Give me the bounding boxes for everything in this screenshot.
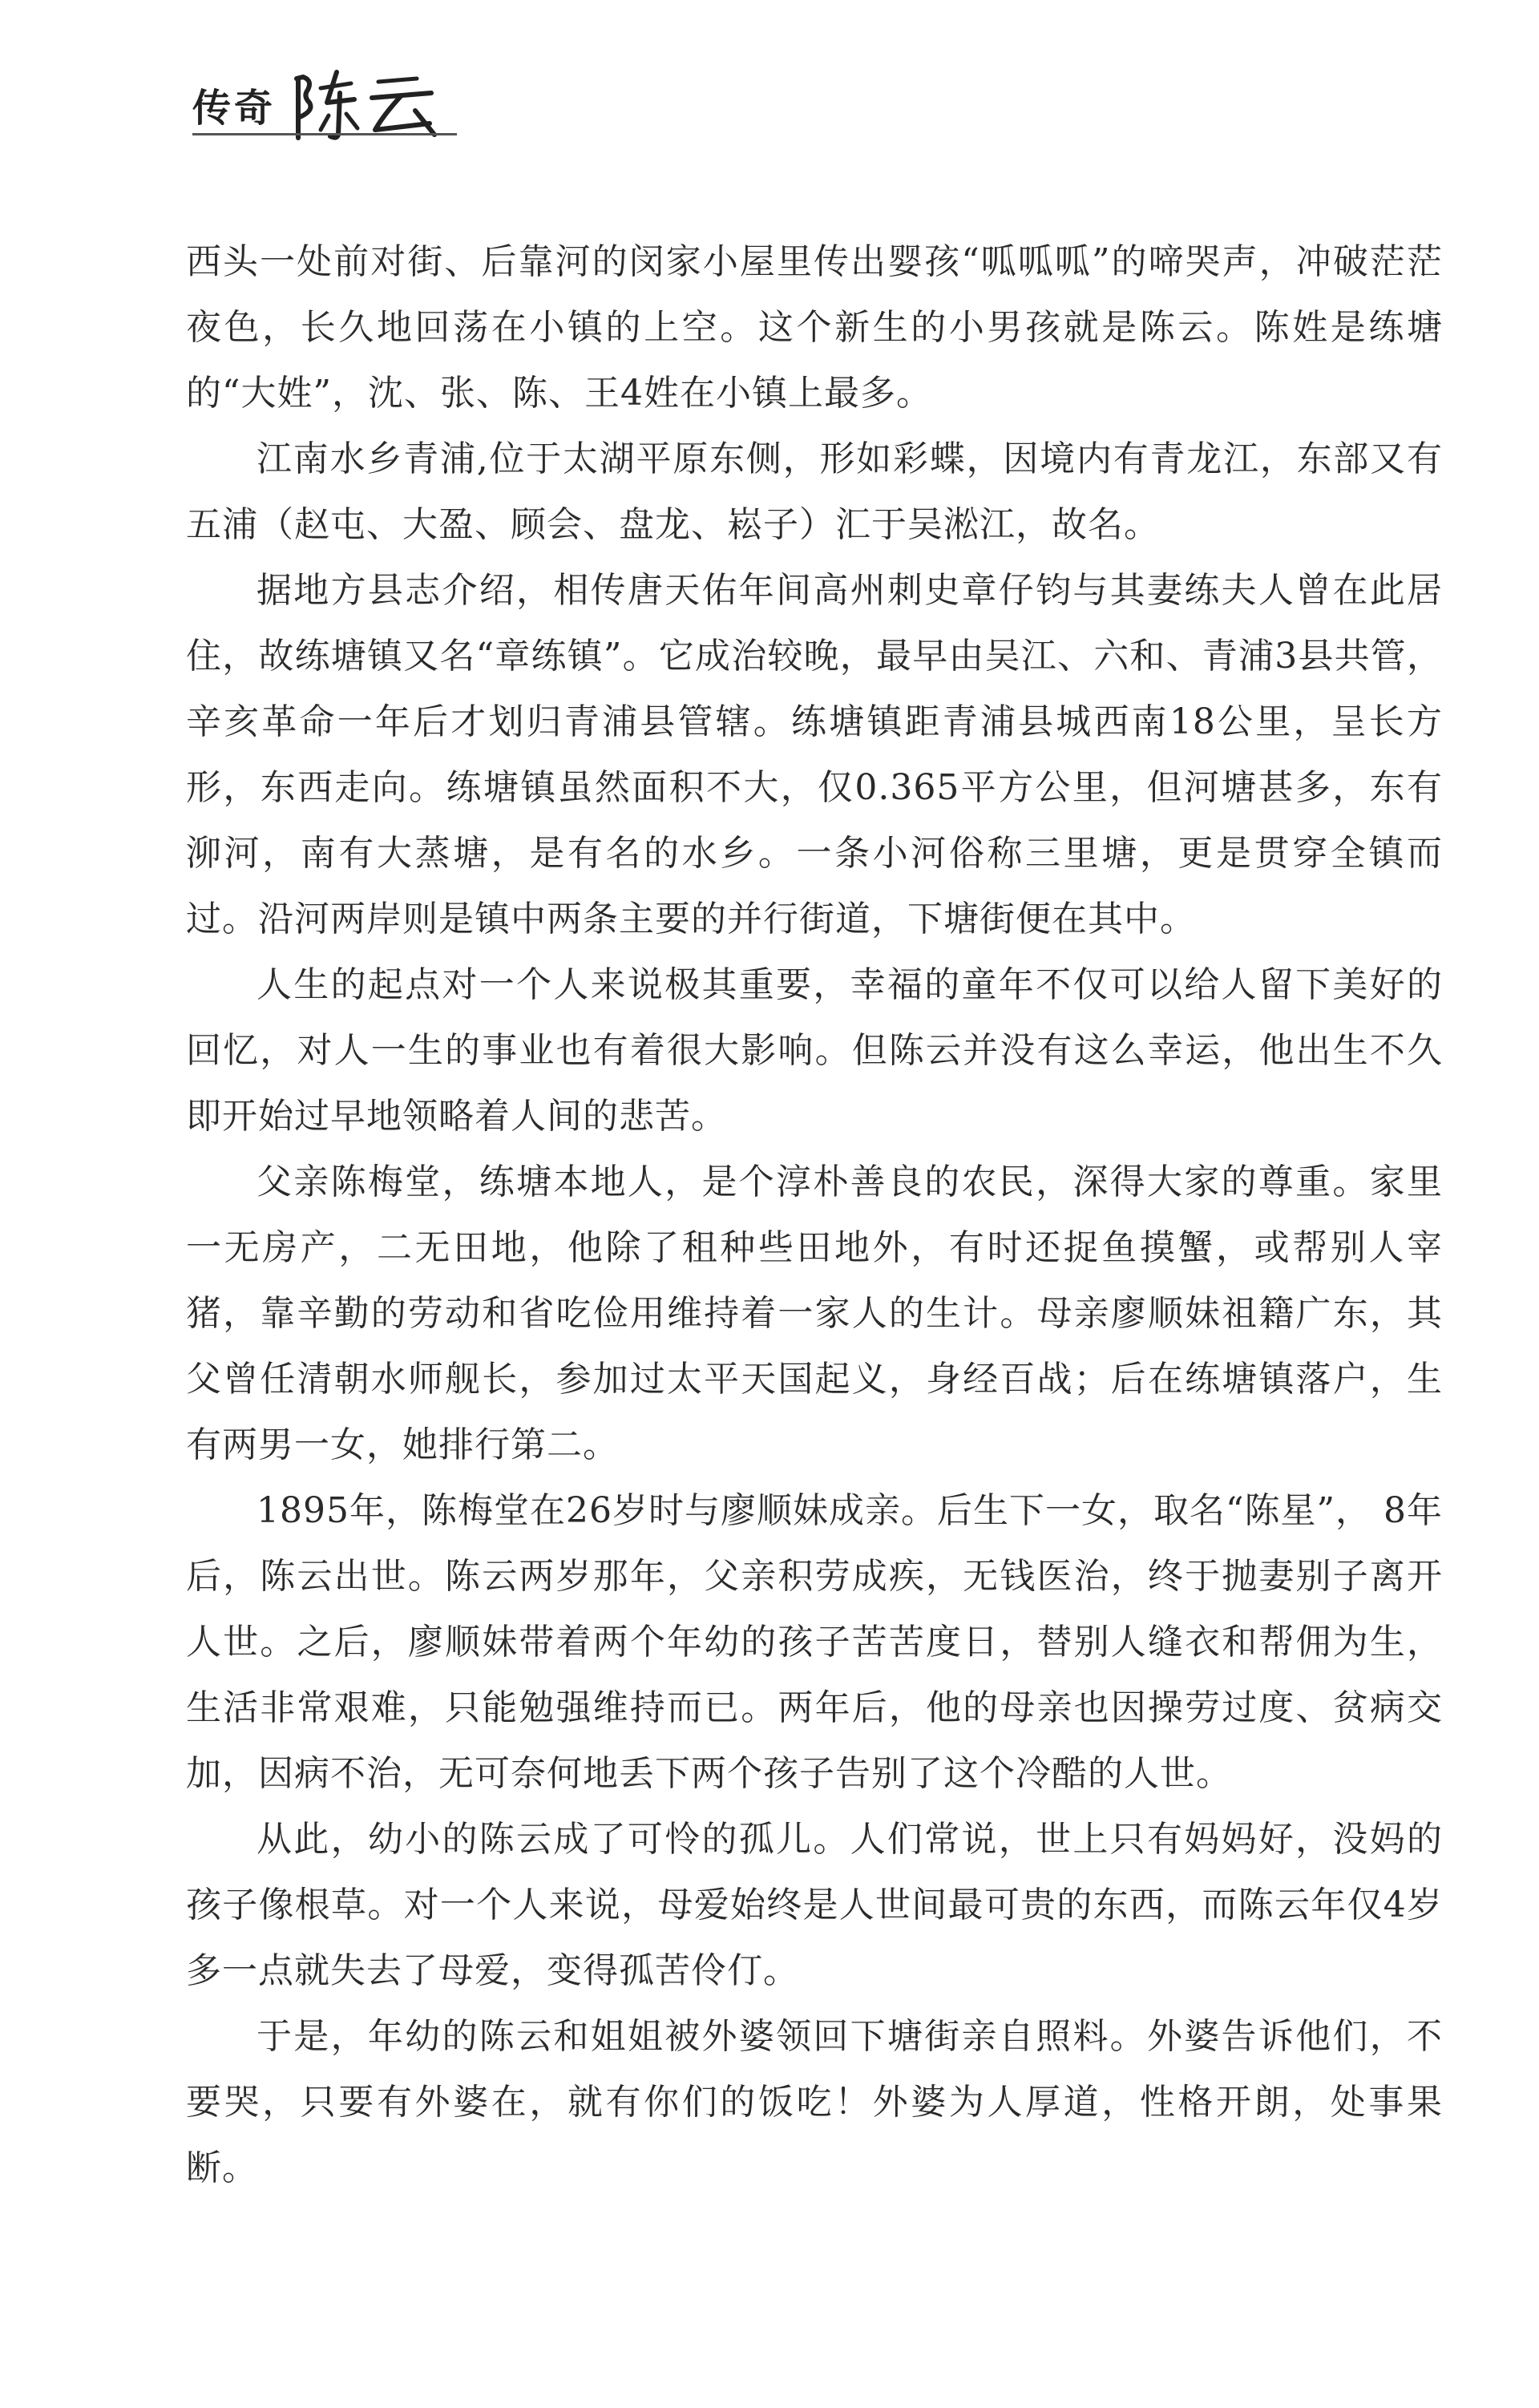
calligraphy-signature — [289, 64, 457, 144]
paragraph: 于是，年幼的陈云和姐姐被外婆领回下塘街亲自照料。外婆告诉他们，不要哭，只要有外婆在，就有你们的饭吃！外婆为人厚道，性格开朗，处事果断。 — [186, 2016, 1443, 2188]
paragraph: 人生的起点对一个人来说极其重要，幸福的童年不仅可以给人留下美好的回忆，对人一生的事业也有着很大影响。但陈云并没有这么幸运，他出生不久即开始过早地领略着人间的悲苦。 — [186, 964, 1443, 1137]
header-label: 传奇 — [192, 86, 277, 131]
paragraph: 父亲陈梅堂，练塘本地人，是个淳朴善良的农民，深得大家的尊重。家里一无房产，二无田地，他除了租种些田地外，有时还捉鱼摸蟹，或帮别人宰猪，靠辛勤的劳动和省吃俭用维持着一家人的生计。母亲廖顺妹祖籍广东，其父曾任清朝水师舰长，参加过太平天国起义，身经百战；后在练塘镇落户，生有两男一女，她排行第二。 — [186, 1162, 1443, 1465]
paragraph: 1895年，陈梅堂在26岁时与廖顺妹成亲。后生下一女，取名“陈星”， 8年后，陈云出世。陈云两岁那年，父亲积劳成疾，无钱医治，终于抛妻别子离开人世。之后，廖顺妹带着两个年幼的孩子苦苦度日，替别人缝衣和帮佣为生，生活非常艰难，只能勉强维持而已。两年后，他的母亲也因操劳过度、贫病交加，因病不治，无可奈何地丢下两个孩子告别了这个冷酷的人世。 — [186, 1490, 1443, 1794]
paragraph: 西头一处前对街、后靠河的闵家小屋里传出婴孩“呱呱呱”的啼哭声，冲破茫茫夜色，长久地回荡在小镇的上空。这个新生的小男孩就是陈云。陈姓是练塘的“大姓”，沈、张、陈、王4姓在小镇上最多。 — [186, 241, 1443, 414]
paragraph: 从此，幼小的陈云成了可怜的孤儿。人们常说，世上只有妈妈好，没妈的孩子像根草。对一个人来说，母爱始终是人世间最可贵的东西，而陈云年仅4岁多一点就失去了母爱，变得孤苦伶仃。 — [186, 1819, 1443, 1991]
paragraph: 江南水乡青浦,位于太湖平原东侧，形如彩蝶，因境内有青龙江，东部又有五浦（赵屯、大盈、顾会、盘龙、崧子）汇于吴淞江，故名。 — [186, 438, 1443, 545]
running-header — [192, 64, 481, 152]
header-rule — [192, 133, 457, 135]
paragraph: 据地方县志介绍，相传唐天佑年间高州刺史章仔钧与其妻练夫人曾在此居住，故练塘镇又名“章练镇”。它成治较晚，最早由吴江、六和、青浦3县共管，辛亥革命一年后才划归青浦县管辖。练塘镇距青浦县城西南18公里，呈长方形，东西走向。练塘镇虽然面积不大，仅0.365平方公里，但河塘甚多，东有泖河，南有大蒸塘，是有名的水乡。一条小河俗称三里塘，更是贯穿全镇而过。沿河两岸则是镇中两条主要的并行街道，下塘街便在其中。 — [186, 570, 1443, 939]
body-text — [186, 229, 1443, 2201]
